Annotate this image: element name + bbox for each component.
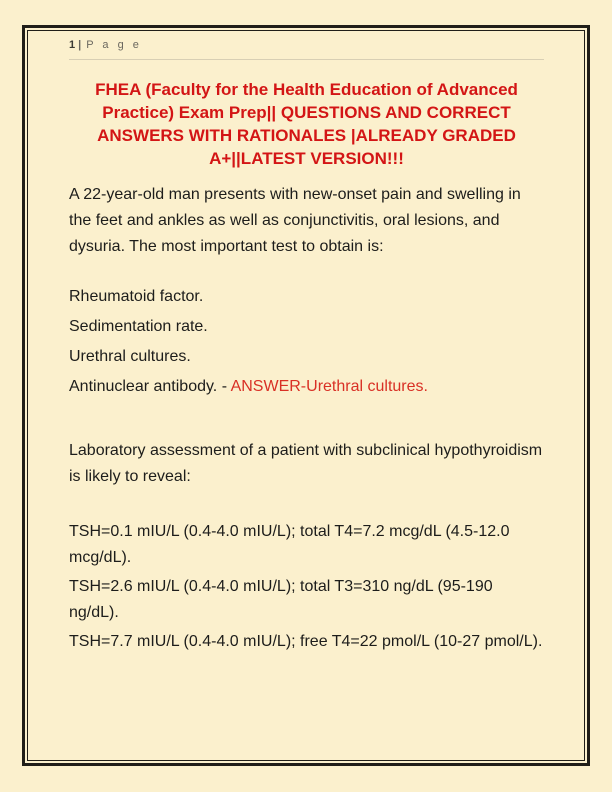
question-1-option-a: Rheumatoid factor. bbox=[69, 288, 204, 305]
question-2-option-b: TSH=2.6 mIU/L (0.4-4.0 mIU/L); total T3=310 ng/dL (95-190 ng/dL). bbox=[69, 578, 493, 621]
page-border-inner bbox=[27, 30, 585, 761]
page-content bbox=[69, 35, 544, 750]
question-1-option-c: Urethral cultures. bbox=[69, 348, 191, 365]
question-1-option-d-text: Antinuclear antibody. - bbox=[69, 378, 231, 395]
question-1-stem: A 22-year-old man presents with new-onset pain and swelling in the feet and ankles as well as conjunctivitis, oral lesions, and dysuria. The most important test to obtain is: bbox=[69, 186, 521, 255]
page-header bbox=[69, 35, 544, 60]
question-1-option-d bbox=[69, 374, 544, 400]
question-2-option-c: TSH=7.7 mIU/L (0.4-4.0 mIU/L); free T4=22 pmol/L (10-27 pmol/L). bbox=[69, 633, 543, 650]
question-1-option-b: Sedimentation rate. bbox=[69, 318, 208, 335]
page-border-outer bbox=[22, 25, 590, 766]
question-2-option-a: TSH=0.1 mIU/L (0.4-4.0 mIU/L); total T4=7.2 mcg/dL (4.5-12.0 mcg/dL). bbox=[69, 523, 510, 566]
document-title: FHEA (Faculty for the Health Education of Advanced Practice) Exam Prep|| QUESTIONS AND CORRECT ANSWERS WITH RATIONALES |ALREADY GRADED A+||LATEST VERSION!!! bbox=[95, 80, 518, 168]
question-1-answer: ANSWER-Urethral cultures. bbox=[230, 378, 428, 395]
page-number-separator: | bbox=[78, 39, 82, 51]
page-label: P a g e bbox=[86, 39, 142, 51]
question-2-stem: Laboratory assessment of a patient with subclinical hypothyroidism is likely to reveal: bbox=[69, 442, 543, 485]
page-number: 1 bbox=[69, 39, 76, 51]
